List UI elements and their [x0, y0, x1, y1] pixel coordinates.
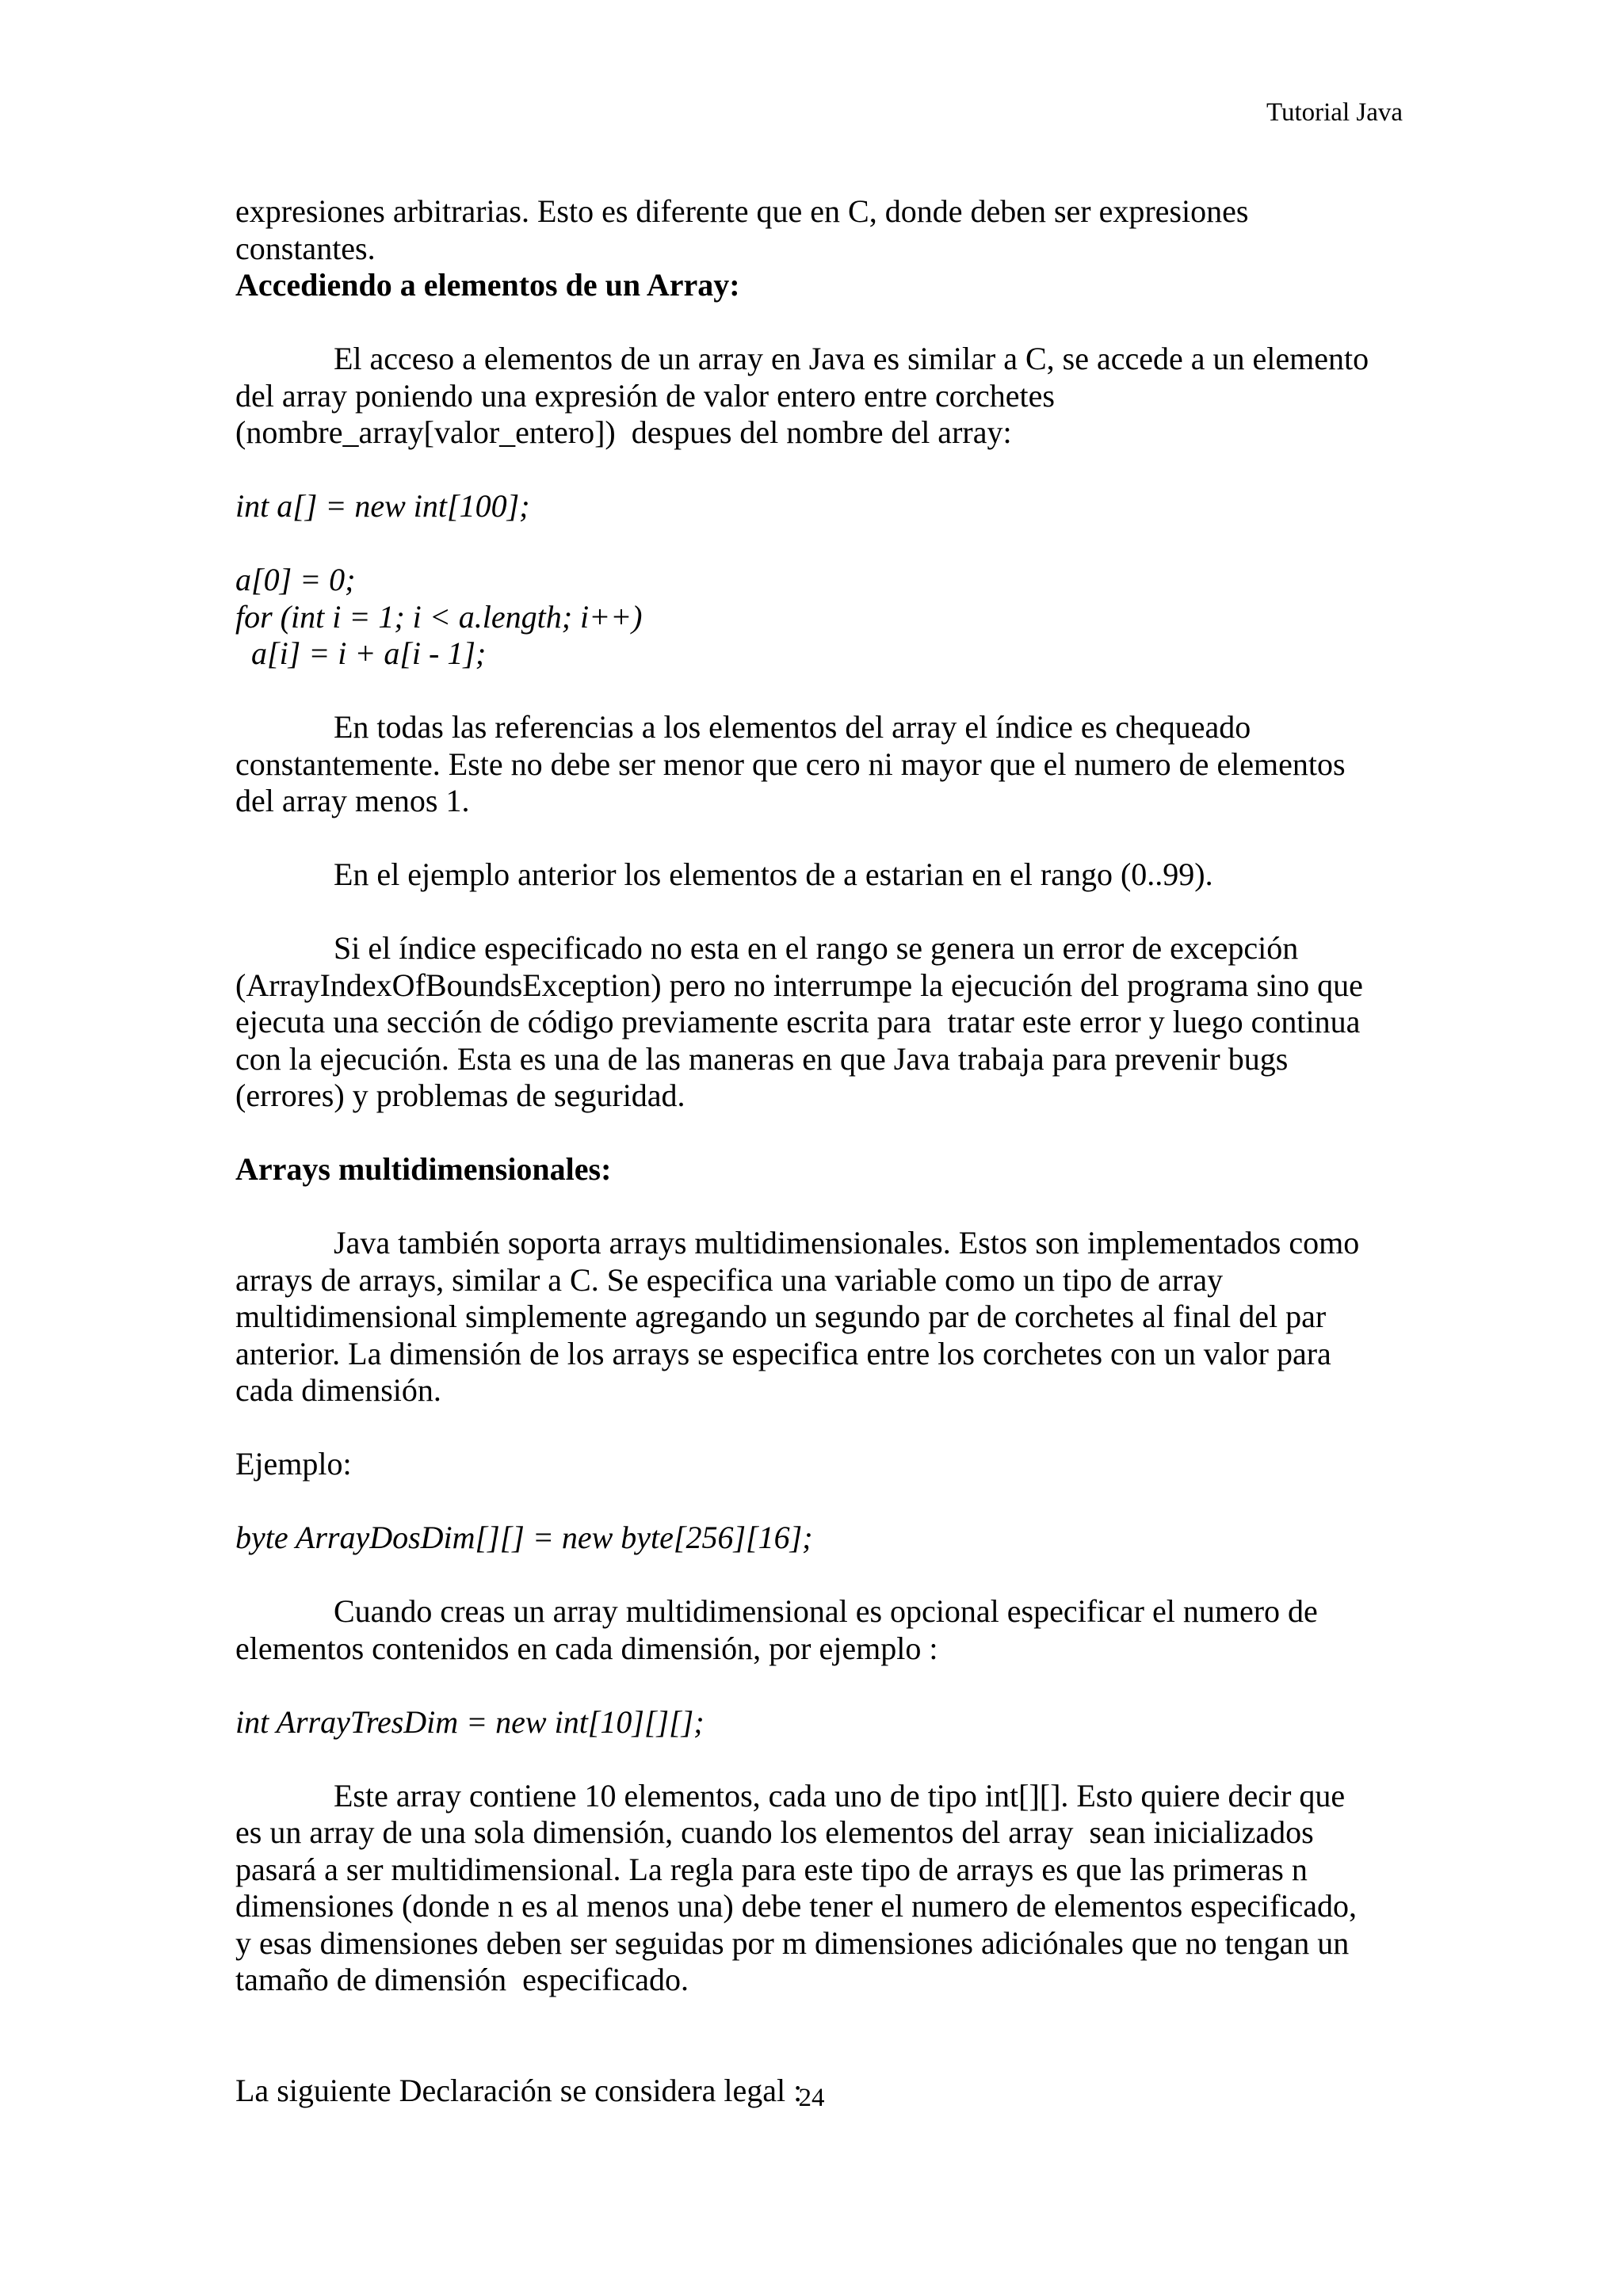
- access-paragraph: El acceso a elementos de un array en Java es similar a C, se accede a un elemento del array poniendo una expresión de valor entero entre corchetes (nombre_array[valor_entero]) despues del nombre del array:: [235, 341, 1369, 450]
- exception-paragraph: Si el índice especificado no esta en el rango se genera un error de excepción (ArrayIndexOfBoundsException) pero no interrumpe la ejecución del programa sino que ejecuta una sección de código previamente escrita para tratar este error y luego continua con la ejecución. Esta es una de las maneras en que Java trabaja para prevenir bugs (errores) y problemas de seguridad.: [235, 930, 1363, 1113]
- spacer: [235, 673, 1424, 710]
- spacer: [235, 1557, 1424, 1594]
- spacer: [235, 894, 1424, 931]
- range-paragraph: En el ejemplo anterior los elementos de a estarian en el rango (0..99).: [334, 856, 1213, 892]
- spacer: [235, 304, 1424, 341]
- spacer: [235, 1999, 1424, 2073]
- code-snippet-three-dim: int ArrayTresDim = new int[10][][];: [235, 1703, 705, 1740]
- spacer: [235, 452, 1424, 489]
- spacer: [235, 1409, 1424, 1447]
- code-snippet-two-dim: byte ArrayDosDim[][] = new byte[256][16];: [235, 1520, 813, 1555]
- code-snippet-loop: a[0] = 0; for (int i = 1; i < a.length; i++) a[i] = i + a[i - 1];: [235, 562, 643, 671]
- references-paragraph: En todas las referencias a los elementos del array el índice es chequeado constantemente. Este no debe ser menor que cero ni mayor que el numero de elementos del array menos 1.: [235, 709, 1346, 818]
- spacer: [235, 1741, 1424, 1778]
- spacer: [235, 1115, 1424, 1152]
- section-heading-access: Accediendo a elementos de un Array:: [235, 267, 740, 303]
- multidimensional-paragraph: Java también soporta arrays multidimensionales. Estos son implementados como arrays de arrays, similar a C. Se especifica una variable como un tipo de array multidimensional simplemente agregando un segundo par de corchetes al final del par anterior. La dimensión de los arrays se especifica entre los corchetes con un valor para cada dimensión.: [235, 1225, 1360, 1408]
- ten-elements-paragraph: Este array contiene 10 elementos, cada uno de tipo int[][]. Esto quiere decir que es un array de una sola dimensión, cuando los elementos del array sean inicializados pasará a ser multidimensional. La regla para este tipo de arrays es que las primeras n dimensiones (donde n es al menos una) debe tener el numero de elementos especificado, y esas dimensiones deben ser seguidas por m dimensiones adiciónales que no tengan un tamaño de dimensión especificado.: [235, 1777, 1358, 1997]
- page-number: 24: [798, 2084, 825, 2112]
- legal-declaration-paragraph: La siguiente Declaración se considera legal :: [235, 2072, 803, 2108]
- running-header: Tutorial Java: [1266, 98, 1403, 127]
- optional-size-paragraph: Cuando creas un array multidimensional es opcional especificar el numero de elementos contenidos en cada dimensión, por ejemplo :: [235, 1593, 1318, 1666]
- spacer: [235, 525, 1424, 563]
- code-snippet-declaration: int a[] = new int[100];: [235, 488, 530, 524]
- example-label: Ejemplo:: [235, 1446, 352, 1482]
- spacer: [235, 820, 1424, 857]
- intro-paragraph: expresiones arbitrarias. Esto es diferente que en C, donde deben ser expresiones constantes.: [235, 193, 1249, 266]
- spacer: [235, 1188, 1424, 1226]
- section-heading-multidimensional: Arrays multidimensionales:: [235, 1151, 612, 1187]
- spacer: [235, 1667, 1424, 1704]
- spacer: [235, 1483, 1424, 1520]
- page-body: [235, 193, 1424, 2109]
